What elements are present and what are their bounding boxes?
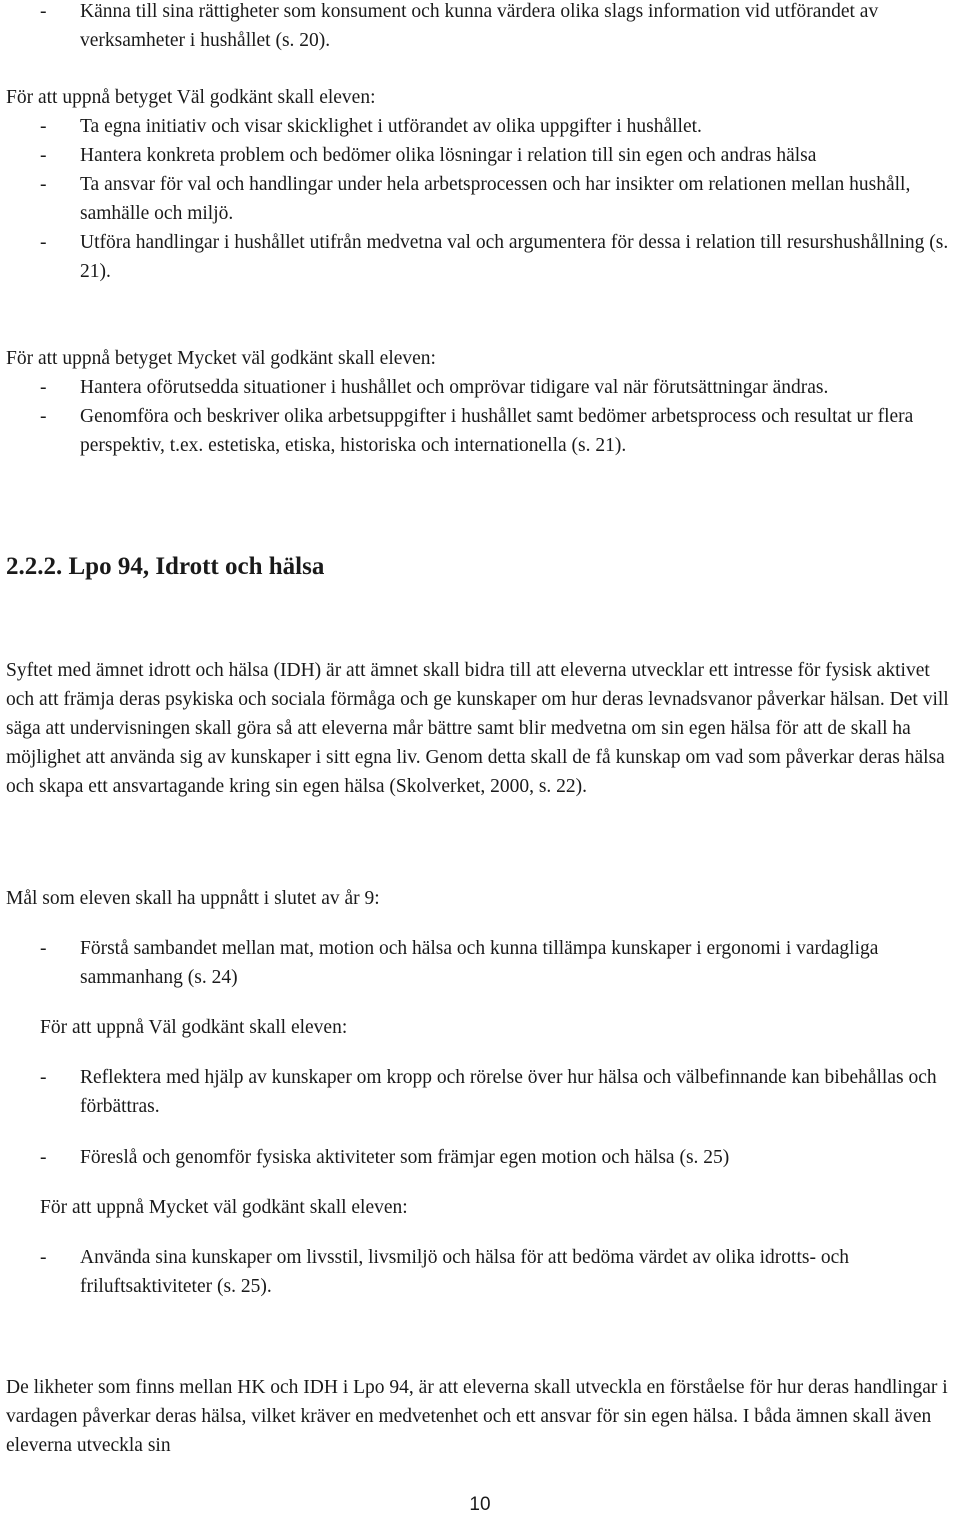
list-marker: - bbox=[40, 116, 47, 137]
mvg-list-idh bbox=[6, 1243, 956, 1301]
list-marker: - bbox=[40, 377, 47, 398]
intro-paragraph: Syftet med ämnet idrott och hälsa (IDH) är att ämnet skall bidra till att eleverna utvecklar ett intresse för fysisk aktivet och att främja deras psykiska och sociala förmåga och ge kunskaper om hur deras levnadsvanor påverkar hälsan. Det vill säga att undervisningen skall göra så att eleverna mår bättre samt blir medvetna om sin egen hälsa för att de skall ha möjlighet att använda sig av kunskaper i sitt egna liv. Genom detta skall de få kunskap om vad som påverkar deras hälsa och skapa ett ansvartagande kring sin egen hälsa (Skolverket, 2000, s. 22). bbox=[6, 660, 949, 797]
vg-list-idh-1 bbox=[6, 1063, 956, 1121]
vg-intro-idh: För att uppnå Väl godkänt skall eleven: bbox=[40, 1017, 348, 1038]
list-item-text: Föreslå och genomför fysiska aktiviteter som främjar egen motion och hälsa (s. 25) bbox=[80, 1147, 730, 1168]
list-item-text: Reflektera med hjälp av kunskaper om kropp och rörelse över hur hälsa och välbefinnande kan bibehållas och förbättras. bbox=[80, 1067, 937, 1117]
list-item bbox=[6, 402, 956, 460]
list-marker: - bbox=[40, 1247, 47, 1268]
list-marker: - bbox=[40, 1, 47, 22]
list-item-text: Ta egna initiativ och visar skicklighet i utförandet av olika uppgifter i hushållet. bbox=[80, 116, 702, 137]
mvg-intro: För att uppnå betyget Mycket väl godkänt skall eleven: bbox=[6, 348, 436, 369]
list-item-text: Känna till sina rättigheter som konsument och kunna värdera olika slags information vid utförandet av verksamheter i hushållet (s. 20). bbox=[80, 1, 879, 51]
list-marker: - bbox=[40, 145, 47, 166]
list-marker: - bbox=[40, 406, 47, 427]
goals-intro: Mål som eleven skall ha uppnått i slutet av år 9: bbox=[6, 888, 380, 909]
list-item-text: Förstå sambandet mellan mat, motion och hälsa och kunna tillämpa kunskaper i ergonomi i vardagliga sammanhang (s. 24) bbox=[80, 938, 879, 988]
list-item bbox=[6, 228, 956, 286]
goals-list bbox=[6, 934, 956, 992]
list-marker: - bbox=[40, 174, 47, 195]
closing-paragraph: De likheter som finns mellan HK och IDH i Lpo 94, är att eleverna skall utveckla en förståelse för hur deras handlingar i vardagen påverkar deras hälsa, vilket kräver en medvetenhet och ett ansvar för sin egen hälsa. I båda ämnen skall även eleverna utveckla sin bbox=[6, 1377, 948, 1456]
list-item bbox=[6, 0, 956, 55]
list-item-text: Hantera konkreta problem och bedömer olika lösningar i relation till sin egen och andras hälsa bbox=[80, 145, 817, 166]
list-item-text: Hantera oförutsedda situationer i hushållet och omprövar tidigare val när förutsättningar ändras. bbox=[80, 377, 829, 398]
mvg-criteria-list bbox=[6, 373, 956, 460]
list-item-text: Ta ansvar för val och handlingar under hela arbetsprocessen och har insikter om relationen mellan hushåll, samhälle och miljö. bbox=[80, 174, 911, 224]
list-item bbox=[6, 934, 956, 992]
list-item bbox=[6, 1143, 956, 1172]
list-marker: - bbox=[40, 232, 47, 253]
list-item bbox=[6, 1063, 956, 1121]
page-number: 10 bbox=[469, 1494, 491, 1515]
mvg-intro-idh: För att uppnå Mycket väl godkänt skall eleven: bbox=[40, 1197, 408, 1218]
list-item-text: Använda sina kunskaper om livsstil, livsmiljö och hälsa för att bedöma värdet av olika idrotts- och friluftsaktiviteter (s. 25). bbox=[80, 1247, 850, 1297]
list-item bbox=[6, 170, 956, 228]
list-item-text: Utföra handlingar i hushållet utifrån medvetna val och argumentera för dessa i relation till resurshushållning (s. 21). bbox=[80, 232, 949, 282]
section-heading: 2.2.2. Lpo 94, Idrott och hälsa bbox=[6, 553, 325, 580]
list-marker: - bbox=[40, 1067, 47, 1088]
vg-list-idh-2 bbox=[6, 1143, 956, 1172]
list-marker: - bbox=[40, 1147, 47, 1168]
list-marker: - bbox=[40, 938, 47, 959]
list-item bbox=[6, 373, 956, 402]
vg-intro: För att uppnå betyget Väl godkänt skall eleven: bbox=[6, 87, 376, 108]
list-item bbox=[6, 112, 956, 141]
vg-criteria-list bbox=[6, 112, 956, 286]
list-item-text: Genomföra och beskriver olika arbetsuppgifter i hushållet samt bedömer arbetsprocess och resultat ur flera perspektiv, t.ex. estetiska, etiska, historiska och internationella (s. 21). bbox=[80, 406, 914, 456]
list-item bbox=[6, 141, 956, 170]
list-item bbox=[6, 1243, 956, 1301]
bullet-list-top bbox=[6, 0, 956, 55]
